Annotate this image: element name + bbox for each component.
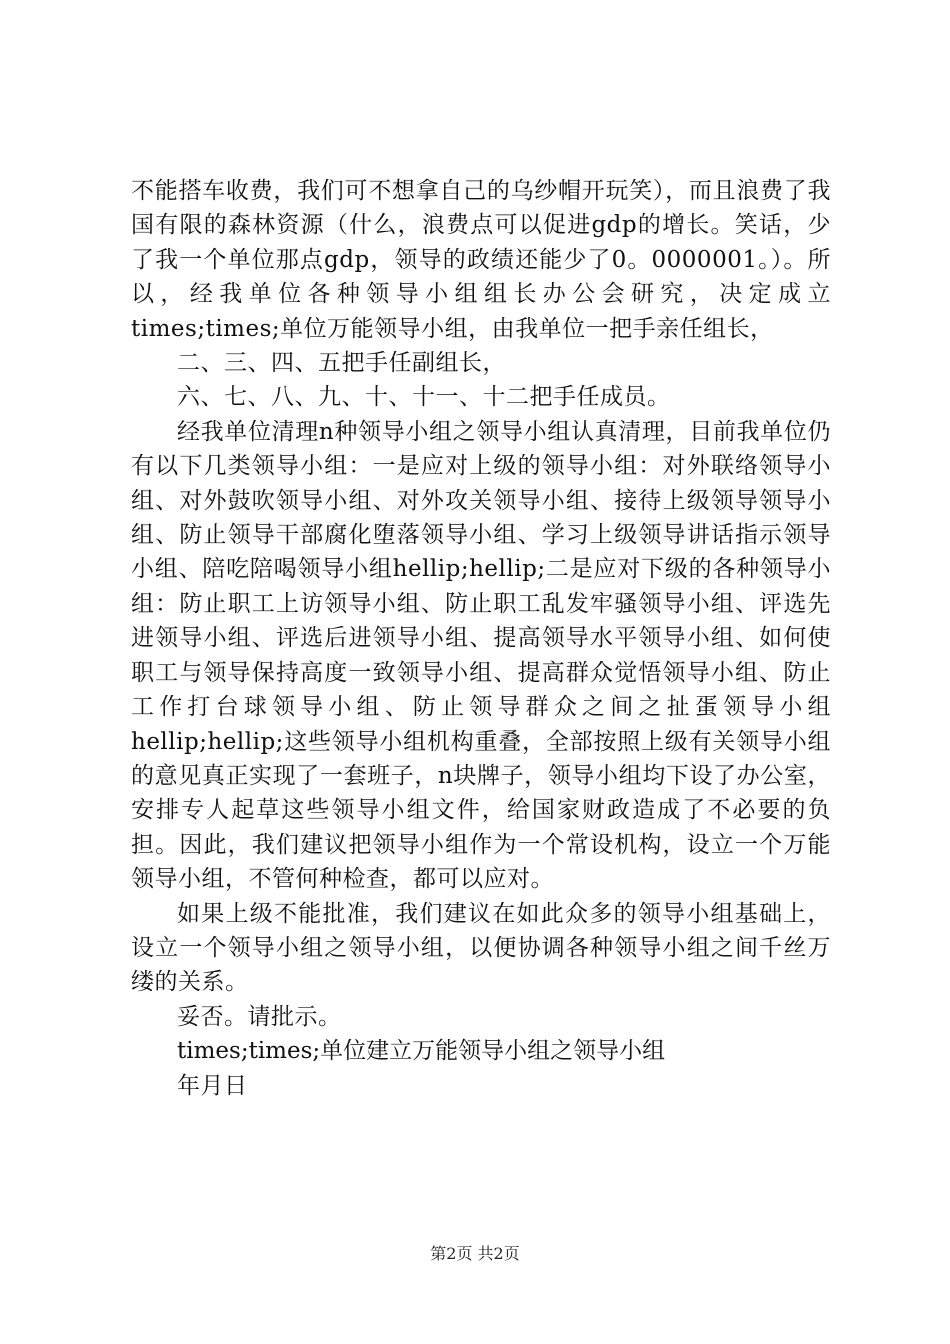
paragraph-members: 六、七、八、九、十、十一、十二把手任成员。 xyxy=(177,384,671,411)
paragraph-alternative-proposal: 如果上级不能批准，我们建议在如此众多的领导小组基础上，设立一个领导小组之领导小组，以便协调各种领导小组之间千丝万缕的关系。 xyxy=(131,900,831,996)
paragraph-request-approval: 妥否。请批示。 xyxy=(177,1003,342,1030)
page-number-footer: 第2页 共2页 xyxy=(430,1244,520,1263)
paragraph-continuation: 不能搭车收费，我们可不想拿自己的乌纱帽开玩笑），而且浪费了我国有限的森林资源（什么，浪费点可以促进gdp的增长。笑话，少了我一个单位那点gdp，领导的政绩还能少了0。0000001。）。所以，经我单位各种领导小组组长办公会研究，决定成立times;times;单位万能领导小组，由我单位一把手亲任组长， xyxy=(131,178,831,342)
signature-date: 年月日 xyxy=(177,1072,248,1099)
paragraph-deputy-leaders: 二、三、四、五把手任副组长， xyxy=(177,350,506,377)
signature-organization: times;times;单位建立万能领导小组之领导小组 xyxy=(177,1038,666,1065)
paragraph-cleanup-report: 经我单位清理n种领导小组之领导小组认真清理，目前我单位仍有以下几类领导小组：一是应对上级的领导小组：对外联络领导小组、对外鼓吹领导小组、对外攻关领导小组、接待上级领导领导小组、防止领导干部腐化堕落领导小组、学习上级领导讲话指示领导小组、陪吃陪喝领导小组hellip;hellip;二是应对下级的各种领导小组：防止职工上访领导小组、防止职工乱发牢骚领导小组、评选先进领导小组、评选后进领导小组、提高领导水平领导小组、如何使职工与领导保持高度一致领导小组、提高群众觉悟领导小组、防止工作打台球领导小组、防止领导群众之间之扯蛋领导小组hellip;hellip;这些领导小组机构重叠，全部按照上级有关领导小组的意见真正实现了一套班子，n块牌子，领导小组均下设了办公室，安排专人起草这些领导小组文件，给国家财政造成了不必要的负担。因此，我们建议把领导小组作为一个常设机构，设立一个万能领导小组，不管何种检查，都可以应对。 xyxy=(131,418,831,893)
document-body xyxy=(131,174,831,1103)
